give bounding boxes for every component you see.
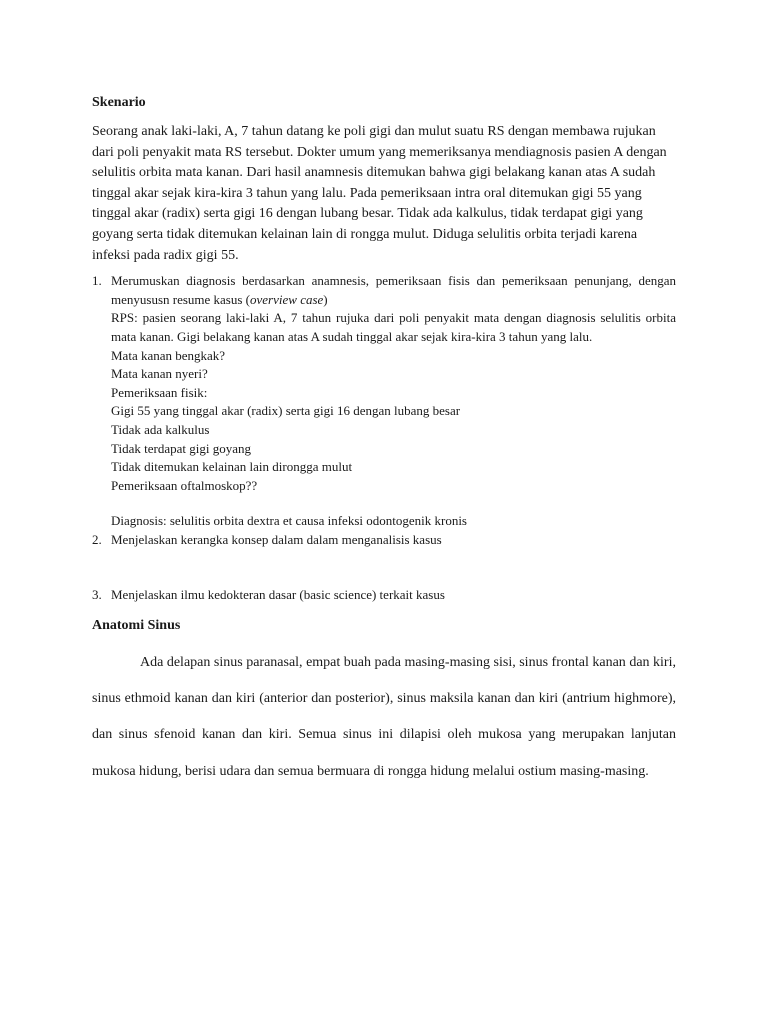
finding-line: Mata kanan nyeri?: [111, 366, 208, 382]
skenario-paragraph: Seorang anak laki-laki, A, 7 tahun datang ke poli gigi dan mulut suatu RS dengan membawa rujukan dari poli penyakit mata RS tersebut. Dokter umum yang memeriksanya mendiagnosis pasien A dengan selulitis orbita mata kanan. Dari hasil anamnesis ditemukan bahwa gigi belakang kanan atas A sudah tinggal akar sejak kira-kira 3 tahun yang lalu. Pada pemeriksaan intra oral ditemukan gigi 55 yang tinggal akar (radix) serta gigi 16 dengan lubang besar. Tidak ada kalkulus, tidak terdapat gigi yang goyang serta tidak ditemukan kelainan lain di rongga mulut. Diduga selulitis orbita terjadi karena infeksi pada radix gigi 55.: [92, 124, 667, 263]
spacer: [111, 495, 676, 512]
list-item: [92, 531, 676, 587]
item-number: 3.: [92, 587, 102, 603]
finding-line: Mata kanan bengkak?: [111, 347, 226, 363]
list-item: [92, 272, 676, 531]
item-number: 2.: [92, 531, 102, 547]
rps-text: RPS: pasien seorang laki-laki A, 7 tahun rujuka dari poli penyakit mata dengan diagnosis selulitis orbita mata kanan. Gigi belakang kanan atas A sudah tinggal akar sejak kira-kira 3 tahun yang lalu.: [111, 310, 676, 344]
finding-line: Tidak terdapat gigi goyang: [111, 440, 251, 456]
skenario-heading: Skenario: [92, 95, 146, 110]
finding-line: Tidak ditemukan kelainan lain dirongga mulut: [111, 459, 353, 475]
item-1-text: Merumuskan diagnosis berdasarkan anamnesis, pemeriksaan fisis dan pemeriksaan penunjang, dengan menyususn resume kasus (overview case): [111, 273, 676, 307]
overview-case-term: overview case: [250, 291, 324, 307]
finding-line: Gigi 55 yang tinggal akar (radix) serta gigi 16 dengan lubang besar: [111, 403, 461, 419]
finding-line: Tidak ada kalkulus: [111, 421, 210, 437]
diagnosis-text: Diagnosis: selulitis orbita dextra et causa infeksi odontogenik kronis: [111, 513, 467, 529]
document-page: [92, 94, 676, 790]
list-item: [92, 586, 676, 605]
finding-line: Pemeriksaan oftalmoskop??: [111, 477, 258, 493]
finding-line: Pemeriksaan fisik:: [111, 384, 208, 400]
item-2-text: Menjelaskan kerangka konsep dalam dalam menganalisis kasus: [111, 531, 442, 547]
anatomi-heading: Anatomi Sinus: [92, 618, 181, 634]
task-list: [92, 272, 676, 605]
item-number: 1.: [92, 273, 102, 289]
item-3-text: Menjelaskan ilmu kedokteran dasar (basic science) terkait kasus: [111, 587, 445, 603]
anatomi-paragraph: Ada delapan sinus paranasal, empat buah pada masing-masing sisi, sinus frontal kanan dan kiri, sinus ethmoid kanan dan kiri (anterior dan posterior), sinus maksila kanan dan kiri (antrium highmore), dan sinus sfenoid kanan dan kiri. Semua sinus ini dilapisi oleh mukosa yang merupakan lanjutan mukosa hidung, berisi udara dan semua bermuara di rongga hidung melalui ostium masing-masing.: [92, 655, 676, 779]
spacer: [111, 549, 676, 586]
